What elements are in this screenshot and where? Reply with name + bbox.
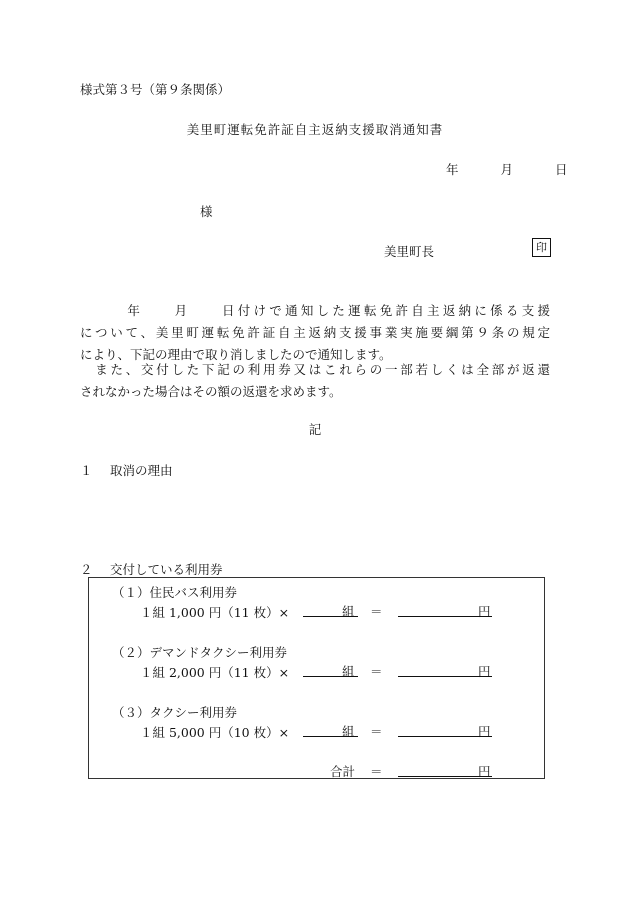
date-day: 日: [554, 162, 568, 177]
set-unit: 組: [342, 604, 355, 619]
section-2-heading: [80, 560, 223, 578]
body-paragraph-1: [80, 300, 550, 366]
set-unit: 組: [342, 724, 355, 739]
yen-unit: 円: [478, 724, 491, 739]
ticket-item-detail: １組 1,000 円（11 枚）×: [140, 605, 290, 620]
body-line: されなかった場合はその額の返還を求めます。: [80, 384, 342, 399]
equals-sign: ＝: [370, 664, 383, 679]
ticket-item-detail: １組 2,000 円（11 枚）×: [140, 665, 290, 680]
seal-mark: 印: [532, 238, 551, 257]
total-label: 合計: [330, 764, 356, 779]
date-month: 月: [500, 162, 513, 177]
ticket-item-title: （２）デマンドタクシー利用券: [112, 645, 288, 660]
equals-sign: ＝: [370, 724, 383, 739]
section-1-label: 取消の理由: [110, 463, 173, 478]
section-2-label: 交付している利用券: [110, 562, 223, 577]
section-2-number: ２: [80, 562, 93, 577]
equals-sign: ＝: [370, 604, 383, 619]
ki-heading: 記: [308, 422, 322, 437]
recipient-suffix: 様: [200, 204, 213, 219]
section-1-heading: [80, 461, 173, 479]
ticket-item-title: （１）住民バス利用券: [112, 585, 238, 600]
ticket-item-detail: １組 5,000 円（10 枚）×: [140, 725, 290, 740]
date-year: 年: [446, 162, 459, 177]
equals-sign: ＝: [370, 764, 383, 779]
body-line: により、下記の理由で取り消しましたので通知します。: [80, 347, 392, 362]
ticket-item-title: （３）タクシー利用券: [112, 705, 238, 720]
body-line: 年 月 日付けで通知した運転免許自主返納に係る支援: [80, 303, 550, 318]
body-paragraph-2: [80, 359, 550, 403]
issuer-name: 美里町長: [384, 244, 435, 259]
date-line: [446, 160, 567, 178]
yen-unit: 円: [478, 664, 491, 679]
body-line: について、美里町運転免許証自主返納支援事業実施要綱第９条の規定: [80, 325, 550, 340]
document-title: 美里町運転免許証自主返納支援取消通知書: [186, 122, 444, 137]
body-line: また、交付した下記の利用券又はこれらの一部若しくは全部が返還: [80, 362, 550, 377]
yen-unit: 円: [478, 604, 491, 619]
yen-unit: 円: [478, 764, 491, 779]
form-number: 様式第３号（第９条関係）: [80, 82, 231, 97]
set-unit: 組: [342, 664, 355, 679]
section-1-number: １: [80, 463, 93, 478]
